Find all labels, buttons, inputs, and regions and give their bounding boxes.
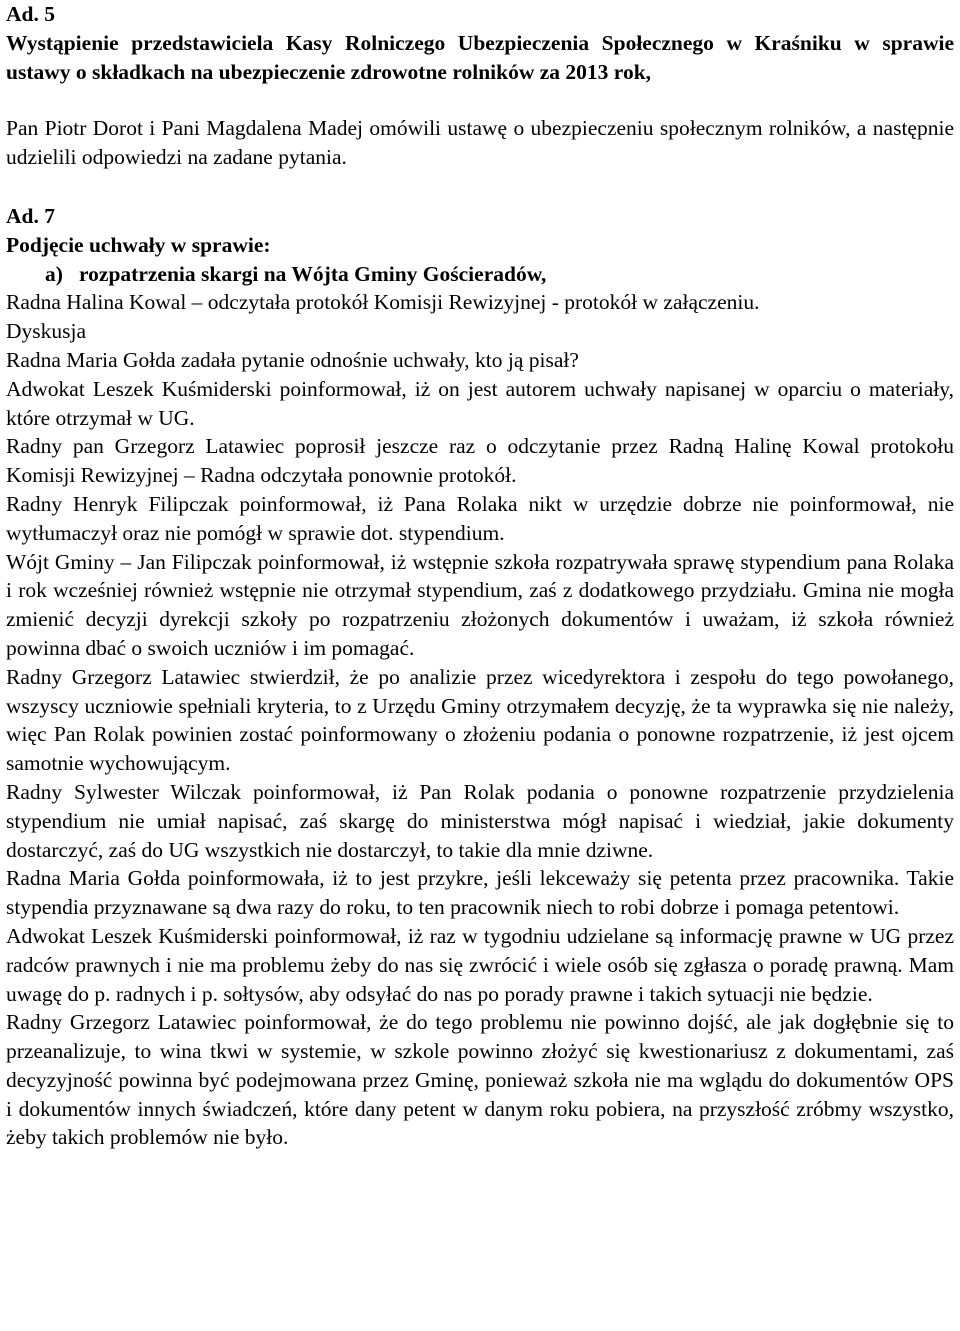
- paragraph: Radny pan Grzegorz Latawiec poprosił jeszcze raz o odczytanie przez Radną Halinę Kowal protokołu Komisji Rewizyjnej – Radna odczytała ponownie protokół.: [6, 434, 954, 488]
- spacer: [6, 172, 954, 202]
- paragraph: Radna Halina Kowal – odczytała protokół Komisji Rewizyjnej - protokół w załączeniu.: [6, 290, 760, 315]
- ad7-subheading: Podjęcie uchwały w sprawie:: [6, 232, 271, 257]
- paragraph: Wójt Gminy – Jan Filipczak poinformował, iż wstępnie szkoła rozpatrywała sprawę stypendium pana Rolaka i rok wcześniej również wstępnie nie otrzymał stypendium, zaś z dodatkowego przydziału. Gmina nie mogła zmienić decyzji dyrekcji szkoły po rozpatrzeniu złożonych dokumentów i uważam, iż szkoła również powinna dbać o swoich uczniów i im pomagać.: [6, 549, 954, 660]
- paragraph: Radny Grzegorz Latawiec stwierdził, że po analizie przez wicedyrektora i zespołu do tego powołanego, wszyscy uczniowie spełniali kryteria, to z Urzędu Gminy otrzymałem decyzję, że ta wyprawka się nie należy, więc Pan Rolak powinien zostać poinformowany o złożeniu podania o ponowne rozpatrzenie, iż jest ojcem samotnie wychowującym.: [6, 664, 954, 776]
- ad7-heading: Ad. 7: [6, 203, 55, 228]
- list-marker: a): [45, 261, 63, 286]
- spacer: [6, 86, 954, 114]
- list-item-text: rozpatrzenia skargi na Wójta Gminy Gościeradów,: [79, 261, 547, 286]
- document-page: [6, 0, 954, 1152]
- paragraph: Adwokat Leszek Kuśmiderski poinformował, iż raz w tygodniu udzielane są informację prawne w UG przez radców prawnych i nie ma problemu żeby do nas się zwrócić i wiele osób się zgłasza o poradę prawną. Mam uwagę do p. radnych i p. sołtysów, aby odsyłać do nas po porady prawne i takich sytuacji nie będzie.: [6, 923, 954, 1006]
- paragraph: Radna Maria Gołda zadała pytanie odnośnie uchwały, kto ją pisał?: [6, 347, 579, 372]
- paragraph: Adwokat Leszek Kuśmiderski poinformował, iż on jest autorem uchwały napisanej w oparciu o materiały, które otrzymał w UG.: [6, 376, 954, 430]
- paragraph: Radna Maria Gołda poinformowała, iż to jest przykre, jeśli lekceważy się petenta przez pracownika. Takie stypendia przyznawane są dwa razy do roku, to ten pracownik niech to robi dobrze i pomaga petentowi.: [6, 866, 954, 920]
- ad5-heading: Ad. 5: [6, 2, 55, 26]
- paragraph: Dyskusja: [6, 319, 87, 344]
- paragraph: Radny Henryk Filipczak poinformował, iż Pana Rolaka nikt w urzędzie dobrze nie poinformował, nie wytłumaczył oraz nie pomógł w sprawie dot. stypendium.: [6, 491, 954, 545]
- list-item: [6, 260, 954, 289]
- ad5-title: Wystąpienie przedstawiciela Kasy Rolniczego Ubezpieczenia Społecznego w Kraśniku w sprawie ustawy o składkach na ubezpieczenie zdrowotne rolników za 2013 rok,: [6, 30, 954, 84]
- ad5-paragraph: Pan Piotr Dorot i Pani Magdalena Madej omówili ustawę o ubezpieczeniu społecznym rolników, a następnie udzielili odpowiedzi na zadane pytania.: [6, 116, 954, 170]
- paragraph: Radny Grzegorz Latawiec poinformował, że do tego problemu nie powinno dojść, ale jak dogłębnie się to przeanalizuje, to wina tkwi w systemie, w szkole powinno złożyć się kwestionariusz z dokumentami, zaś decyzyjność powinna być podejmowana przez Gminę, ponieważ szkoła nie ma wglądu do dokumentów OPS i dokumentów innych świadczeń, które dany petent w danym roku pobiera, na przyszłość zróbmy wszystko, żeby takich problemów nie było.: [6, 1010, 954, 1150]
- paragraph: Radny Sylwester Wilczak poinformował, iż Pan Rolak podania o ponowne rozpatrzenie przydzielenia stypendium nie umiał napisać, zaś skargę do ministerstwa mógł napisać i wiedział, jakie dokumenty dostarczyć, zaś do UG wszystkich nie dostarczył, to takie dla mnie dziwne.: [6, 779, 954, 862]
